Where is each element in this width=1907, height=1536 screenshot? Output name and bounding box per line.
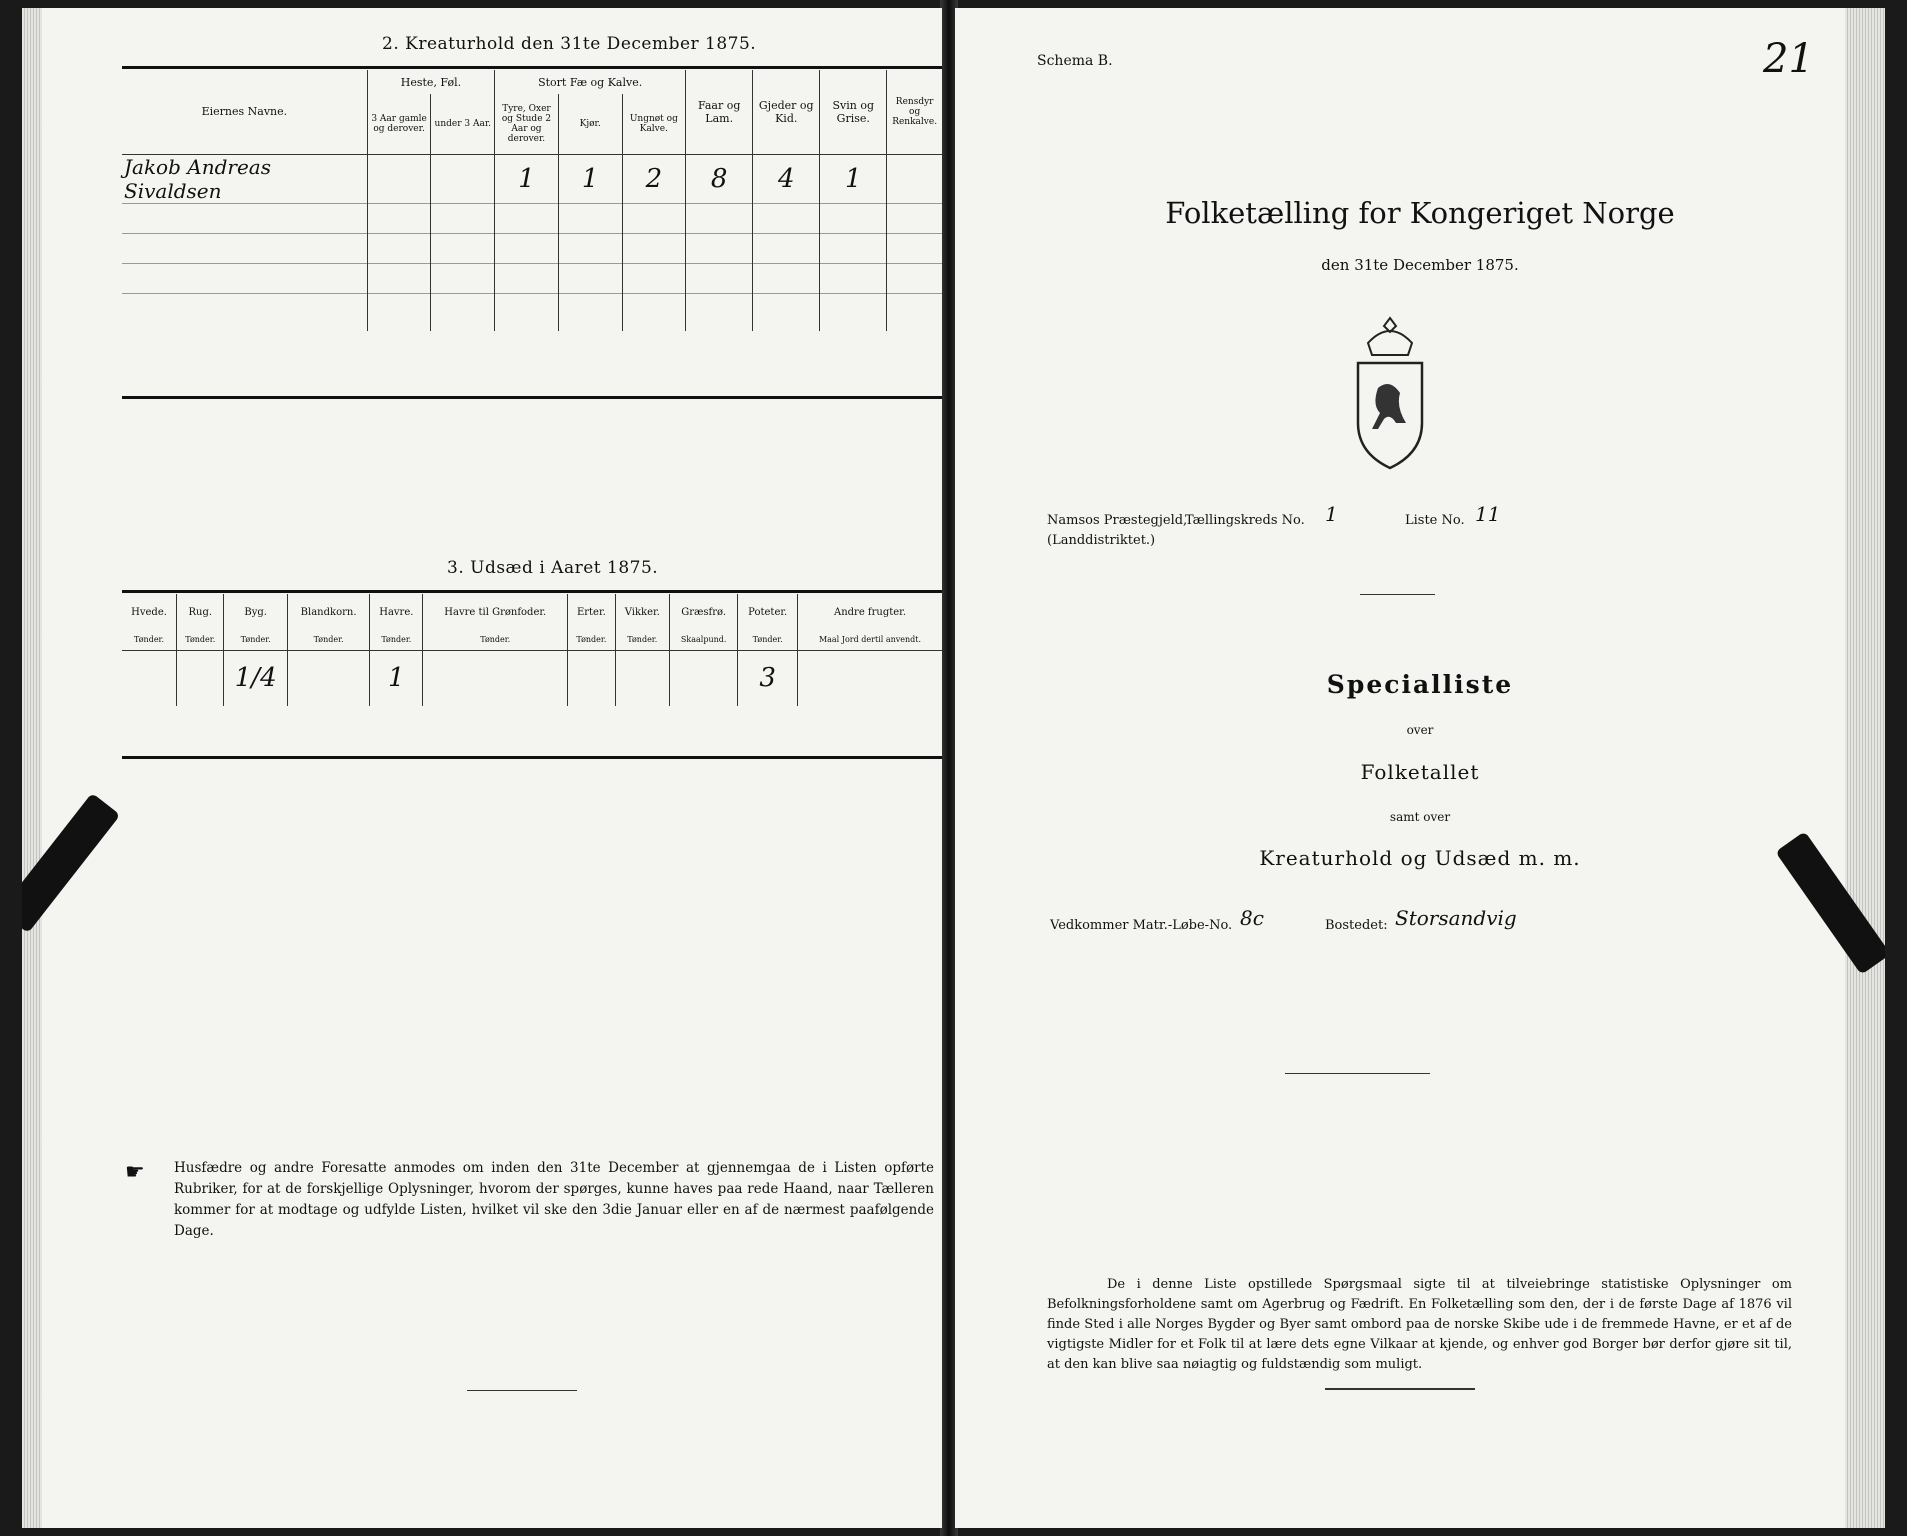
udsaed-col-unit: Tønder. — [423, 630, 568, 650]
folketallet-text: Folketallet — [1360, 760, 1480, 784]
cell-value: 1 — [844, 163, 862, 194]
udsaed-col-unit: Tønder. — [615, 630, 669, 650]
udsaed-col-unit: Tønder. — [738, 630, 798, 650]
stort-col-1: Tyre, Oxer og Stude 2 Aar og derover. — [495, 94, 559, 154]
notice-text: Husfædre og andre Foresatte anmodes om inden den 31te December at gjennemgaa de i Listen opførte Rubriker, for at de forskjellige Oplysninger, hvorom der spørges, kunne haves paa rede Haand, naar Tælleren kommer for at modtage og udfylde Listen, hvilket vil ske den 3die Januar eller en af de nærmest paafølgende Dage. — [174, 1160, 934, 1239]
udsaed-col-header: Blandkorn. — [287, 594, 369, 630]
table-row — [122, 154, 942, 203]
liste-label: Liste No. — [1405, 513, 1465, 528]
page-number: 21 — [1763, 36, 1814, 82]
udsaed-top-rule — [122, 590, 942, 593]
cell-value: 2 — [645, 163, 663, 194]
page-title: Folketælling for Kongeriget Norge — [1165, 196, 1675, 230]
cell-value: 1/4 — [234, 663, 277, 694]
coat-of-arms-icon — [1350, 313, 1430, 473]
udsaed-col-unit: Tønder. — [287, 630, 369, 650]
heste-col-1: 3 Aar gamle og derover. — [367, 94, 431, 154]
over-text: over — [1406, 723, 1434, 737]
table-bottom-rule — [122, 396, 942, 399]
udsaed-col-header: Byg. — [224, 594, 287, 630]
kreds-label: Tællingskreds No. — [1185, 513, 1305, 528]
owner-header: Eiernes Navne. — [122, 70, 367, 154]
section3-title: 3. Udsæd i Aaret 1875. — [447, 558, 659, 578]
udsaed-col-header: Havre. — [370, 594, 423, 630]
udsaed-bottom-rule — [122, 756, 942, 759]
udsaed-col-unit: Maal Jord dertil anvendt. — [798, 630, 942, 650]
udsaed-col-header: Andre frugter. — [798, 594, 942, 630]
schema-label: Schema B. — [1037, 53, 1113, 69]
cell-value: 1 — [518, 163, 535, 194]
udsaed-col-header: Rug. — [177, 594, 224, 630]
udsaed-col-header: Havre til Grønfoder. — [423, 594, 568, 630]
specialliste-title: Specialliste — [1326, 670, 1514, 699]
matr-label: Vedkommer Matr.-Løbe-No. — [1050, 918, 1233, 933]
divider — [1360, 594, 1435, 595]
cell-value: 1 — [388, 663, 405, 694]
matr-number: 8c — [1240, 906, 1264, 930]
owner-name: Jakob Andreas Sivaldsen — [124, 154, 271, 203]
district-sub: (Landdistriktet.) — [1047, 533, 1156, 548]
left-page — [22, 8, 942, 1528]
pointing-hand-icon: ☛ — [125, 1160, 145, 1185]
cell-value: 1 — [581, 163, 599, 194]
kreds-number: 1 — [1325, 502, 1338, 526]
table-row — [122, 203, 942, 233]
divider — [1325, 1388, 1475, 1390]
table-row — [122, 293, 942, 331]
udsaed-col-header: Hvede. — [122, 594, 177, 630]
gjeder-header: Gjeder og Kid. — [753, 70, 820, 154]
udsaed-col-unit: Tønder. — [224, 630, 287, 650]
udsaed-col-header: Poteter. — [738, 594, 798, 630]
cell-value: 4 — [777, 163, 795, 194]
bosted-value: Storsandvig — [1395, 906, 1517, 930]
heste-col-2: under 3 Aar. — [431, 94, 495, 154]
udsaed-col-unit: Tønder. — [177, 630, 224, 650]
footer-text: De i denne Liste opstillede Spørgsmaal sigte til at tilveiebringe statistiske Oplysninger om Befolkningsforholdene samt om Agerbrug og Fædrift. En Folketælling som den, der i de første Dage af 1876 vil finde Sted i alle Norges Bygder og Byer samt ombord paa de norske Skibe ude i de fremmede Havne, er et af de vigtigste Midler for et Folk til at lære dets egne Vilkaar at kjende, og enhver god Borger bør derfor gjøre sit til, at den kan blive saa nøiagtig og fuldstændig som muligt. — [1047, 1277, 1792, 1372]
table-row — [122, 233, 942, 263]
udsaed-col-header: Græsfrø. — [669, 594, 737, 630]
udsaed-table — [122, 594, 942, 706]
udsaed-col-header: Vikker. — [615, 594, 669, 630]
district: Namsos Præstegjeld, — [1047, 513, 1188, 528]
udsaed-col-unit: Skaalpund. — [669, 630, 737, 650]
stort-col-3: Ungnøt og Kalve. — [622, 94, 686, 154]
table-row — [122, 650, 942, 706]
section2-title: 2. Kreaturhold den 31te December 1875. — [382, 34, 757, 54]
kreaturhold-text: Kreaturhold og Udsæd m. m. — [1259, 846, 1581, 870]
right-page — [955, 8, 1885, 1528]
table-row — [122, 263, 942, 293]
liste-number: 11 — [1475, 502, 1501, 526]
cell-value: 3 — [759, 663, 776, 694]
table-top-rule — [122, 66, 942, 69]
udsaed-col-unit: Tønder. — [370, 630, 423, 650]
svin-header: Svin og Grise. — [820, 70, 887, 154]
kreaturhold-table — [122, 70, 942, 331]
cell-value: 8 — [710, 163, 728, 194]
faar-header: Faar og Lam. — [686, 70, 753, 154]
stort-col-2: Kjør. — [558, 94, 622, 154]
page-edge — [22, 8, 42, 1528]
samt-over-text: samt over — [1389, 810, 1451, 824]
rens-header: Rensdyr og Renkalve. — [887, 70, 942, 154]
divider — [1285, 1073, 1430, 1074]
udsaed-col-header: Erter. — [568, 594, 615, 630]
stort-fae-header: Stort Fæ og Kalve. — [495, 70, 686, 94]
udsaed-col-unit: Tønder. — [122, 630, 177, 650]
udsaed-col-unit: Tønder. — [568, 630, 615, 650]
bosted-label: Bostedet: — [1325, 918, 1388, 933]
page-subtitle: den 31te December 1875. — [1321, 256, 1519, 274]
heste-header: Heste, Føl. — [367, 70, 494, 94]
divider — [467, 1390, 577, 1391]
